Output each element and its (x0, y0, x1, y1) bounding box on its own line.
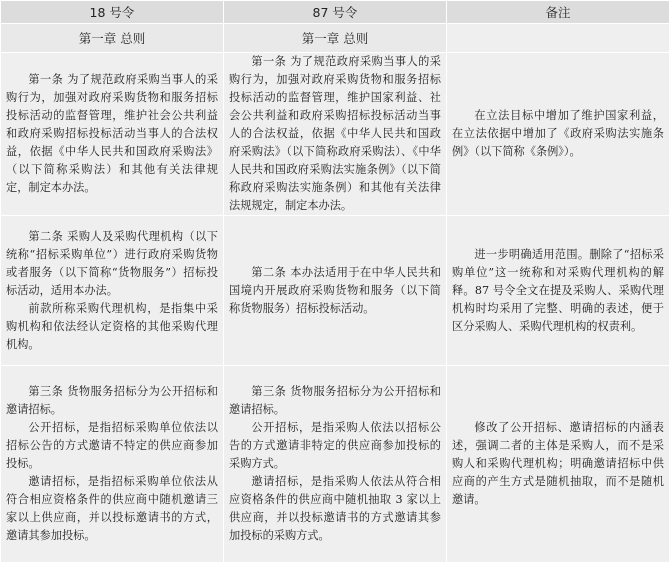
article-2-18-text-1: 第二条 采购人及采购代理机构（以下统称“招标采购单位”）进行政府采购货物或者服务（以下简称“货物服务”）招标投标活动，适用本办法。 (6, 229, 218, 297)
article-3-18 (1, 366, 224, 563)
header-87: 87 号令 (224, 1, 447, 24)
article-2-18 (1, 216, 224, 366)
header-notes: 备注 (447, 1, 669, 24)
chapter-title-87: 第一章 总则 (224, 24, 447, 53)
article-3-18-text-1: 第三条 货物服务招标分为公开招标和邀请招标。 (6, 385, 218, 416)
header-row (1, 1, 669, 24)
article-1-note (447, 53, 669, 216)
article-3-87-text-3: 邀请招标，是指采购人依法从符合相应资格条件的供应商中随机抽取 3 家以上供应商，并以投标邀请书的方式邀请其参加投标的采购方式。 (229, 475, 441, 542)
article-1-87 (224, 53, 447, 216)
article-2-note-text: 进一步明确适用范围。删除了“招标采购单位”这一统称和对采购代理机构的解释。87 号令全文在提及采购人、采购代理机构时均采用了完整、明确的表述，便于区分采购人、采购代理机构的权责利。 (452, 247, 664, 333)
article-3-87-text-1: 第三条 货物服务招标分为公开招标和邀请招标。 (229, 385, 441, 416)
article-3-18-text-2: 公开招标，是指招标采购单位依法以招标公告的方式邀请不特定的供应商参加投标。 (6, 421, 218, 470)
article-1-note-text: 在立法目标中增加了维护国家利益，在立法依据中增加了《政府采购法实施条例》（以下简称《条例》）。 (452, 109, 664, 158)
article-3-note-text: 修改了公开招标、邀请招标的内涵表述，强调二者的主体是采购人，而不是采购人和采购代理机构；明确邀请招标中供应商的产生方式是随机抽取，而不是随机邀请。 (452, 421, 664, 506)
article-3-87 (224, 366, 447, 563)
article-2-87 (224, 216, 447, 366)
article-2-18-text-2: 前款所称采购代理机构，是指集中采购机构和依法经认定资格的其他采购代理机构。 (6, 301, 218, 351)
table-row-article-1 (1, 53, 669, 216)
article-3-18-text-3: 邀请招标，是指招标采购单位依法从符合相应资格条件的供应商中随机邀请三家以上供应商，并以投标邀请书的方式，邀请其参加投标。 (6, 475, 218, 542)
article-2-87-text: 第二条 本办法适用于在中华人民共和国境内开展政府采购货物和服务（以下简称货物服务）招标投标活动。 (229, 265, 441, 315)
article-2-note (447, 216, 669, 366)
article-1-18 (1, 53, 224, 216)
article-1-18-text: 第一条 为了规范政府采购当事人的采购行为，加强对政府采购货物和服务招标投标活动的监督管理，维护社会公共利益和政府采购招标投标活动当事人的合法权益，依据《中华人民共和国政府采购法》（以下简称采购法）和其他有关法律规定，制定本办法。 (6, 73, 218, 194)
article-3-note (447, 366, 669, 563)
article-1-87-text: 第一条 为了规范政府采购当事人的采购行为，加强对政府采购货物和服务招标投标活动的监督管理，维护国家利益、社会公共利益和政府采购招标投标活动当事人的合法权益，依据《中华人民共和国政府采购法》（以下简称政府采购法）、《中华人民共和国政府采购法实施条例》（以下简称政府采购法实施条例）和其他有关法律法规规定，制定本办法。 (229, 55, 441, 212)
article-3-87-text-2: 公开招标，是指采购人依法以招标公告的方式邀请非特定的供应商参加投标的采购方式。 (229, 421, 441, 470)
table-row-article-2 (1, 216, 669, 366)
chapter-note-empty (447, 24, 669, 53)
chapter-title-18: 第一章 总则 (1, 24, 224, 53)
chapter-row (1, 24, 669, 53)
header-18: 18 号令 (1, 1, 224, 24)
table-row-article-3 (1, 366, 669, 563)
